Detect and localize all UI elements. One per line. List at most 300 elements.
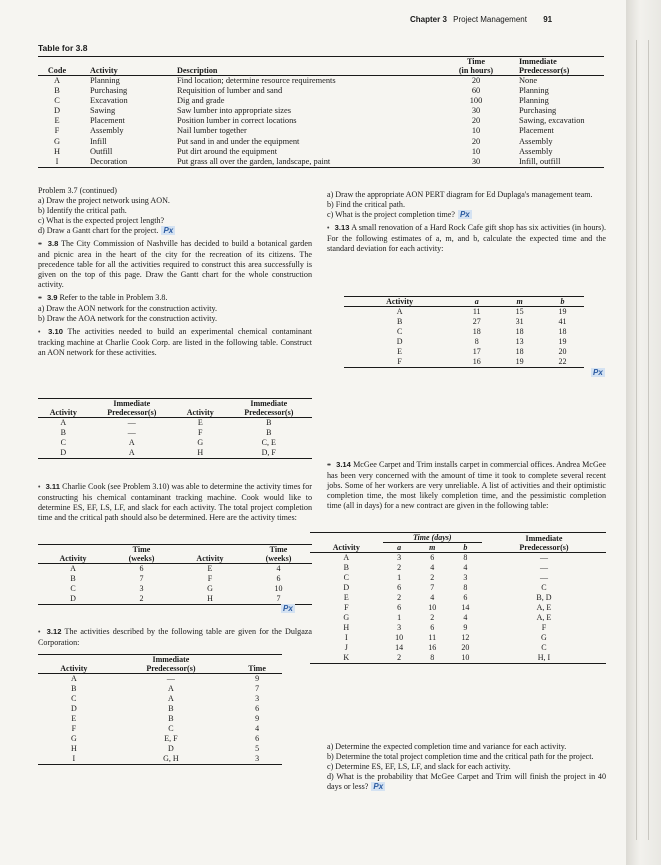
table-row xyxy=(310,653,606,664)
table-cell: 11 xyxy=(472,307,481,316)
r37-item-a: a) Draw the appropriate AON PERT diagram for Ed Duplaga's management team. xyxy=(327,190,593,199)
table-row xyxy=(38,448,312,459)
table-cell: 20 xyxy=(471,116,481,126)
table-cell: H, I xyxy=(482,653,606,664)
table-cell: None xyxy=(519,76,538,85)
table-cell: — xyxy=(127,418,136,427)
t314-h-b: b xyxy=(449,543,482,553)
table-cell: 10 xyxy=(395,633,404,642)
t310-h-pred2: Predecessor(s) xyxy=(226,408,312,418)
table-cell: A xyxy=(168,684,174,693)
table-cell: B xyxy=(60,428,66,437)
table-cell: 7 xyxy=(139,574,144,583)
table-cell: Assembly xyxy=(519,146,553,156)
table-row xyxy=(38,734,282,744)
table-cell: 6 xyxy=(397,603,402,612)
table-3-14 xyxy=(310,532,606,664)
table-cell: 41 xyxy=(558,317,567,326)
table-cell: 19 xyxy=(558,307,567,316)
table-cell: 10 xyxy=(449,653,482,664)
t310-h-pred: Predecessor(s) xyxy=(89,408,175,418)
table-cell: 19 xyxy=(498,357,541,368)
chapter-label: Chapter 3 xyxy=(410,15,447,24)
table-cell: — xyxy=(539,563,548,572)
col-activity-label: Activity xyxy=(76,66,161,76)
table-row xyxy=(344,347,584,357)
p314-item-a: a) Determine the expected completion time and variance for each activity. xyxy=(327,742,567,751)
table-row xyxy=(310,603,606,613)
table-cell: 9 xyxy=(255,674,260,683)
table-cell: E xyxy=(71,714,77,723)
table-cell: Put sand in and under the equipment xyxy=(177,136,300,146)
table-cell: C xyxy=(168,724,174,733)
table-row xyxy=(38,428,312,438)
table-cell: A xyxy=(89,448,175,459)
table-cell: 2 xyxy=(397,563,402,572)
table-cell: Placement xyxy=(90,116,125,126)
table-cell: D xyxy=(168,744,174,753)
table-row xyxy=(38,594,312,605)
p37-item-b: b) Identify the critical path. xyxy=(38,206,127,215)
table-cell: Nail lumber together xyxy=(177,126,247,136)
table-cell: 10 xyxy=(428,603,437,612)
table-cell: I xyxy=(38,754,110,765)
px-icon: Px xyxy=(283,604,293,613)
table-cell: C xyxy=(70,584,76,593)
table-cell: Sawing, excavation xyxy=(519,116,585,126)
table-cell: B xyxy=(70,574,76,583)
table-cell: 4 xyxy=(255,724,260,733)
table-row xyxy=(38,564,312,575)
table-cell: Infill, outfill xyxy=(519,157,604,168)
table-cell: A xyxy=(70,564,76,573)
table-cell: Planning xyxy=(519,96,549,106)
table-row xyxy=(38,754,282,765)
left-column xyxy=(38,186,312,358)
table-cell: 6 xyxy=(463,593,468,602)
table-3-12: Immediate Activity Predecessor(s) Time A — 9 B A 7 C A 3 D B 6 E B 9 F C 4 G E, F 6 H D 5 I G, H 3 xyxy=(38,654,282,765)
t313-h-a: a xyxy=(455,297,498,307)
table-row xyxy=(344,317,584,327)
t310-pred2-top: Immediate xyxy=(226,399,312,409)
table-row xyxy=(38,116,604,126)
t311-h-activity2: Activity xyxy=(175,554,245,564)
table-cell: A xyxy=(53,76,61,85)
table-cell: H xyxy=(70,744,77,753)
table-cell: 8 xyxy=(474,337,479,346)
problem-3-11-block xyxy=(38,482,312,523)
table-cell: F xyxy=(54,126,60,136)
table-cell: 16 xyxy=(455,357,498,368)
table-row xyxy=(38,438,312,448)
table-cell: 5 xyxy=(255,744,260,753)
table-cell: 14 xyxy=(395,643,404,652)
table-cell: C xyxy=(343,573,349,582)
t311-h-activity: Activity xyxy=(38,554,108,564)
t313-h-b: b xyxy=(541,297,584,307)
table-cell: F xyxy=(71,724,77,733)
table-cell: K xyxy=(310,653,383,664)
table-cell: — xyxy=(127,428,136,437)
col-pred-top: Immediate xyxy=(519,57,604,67)
table-cell: 9 xyxy=(463,623,468,632)
table-cell: 20 xyxy=(471,136,481,146)
problem-3-14-block xyxy=(327,460,606,511)
table-row xyxy=(310,613,606,623)
table-cell: 100 xyxy=(469,96,483,106)
p37-item-c: c) What is the expected project length? xyxy=(38,216,165,225)
table-cell: B xyxy=(168,714,174,723)
col-description-label: Description xyxy=(161,66,433,76)
table-cell: — xyxy=(539,573,548,582)
table-cell: B xyxy=(71,684,77,693)
table-cell: 6 xyxy=(397,583,402,592)
table-cell: C xyxy=(71,694,77,703)
table-cell: 10 xyxy=(471,126,481,136)
table-cell: I xyxy=(344,633,348,642)
table-row xyxy=(310,583,606,593)
table-row xyxy=(38,126,604,136)
px-icon: Px xyxy=(163,226,174,235)
table-cell: B, D xyxy=(536,593,552,602)
table-3-13 xyxy=(344,296,584,368)
table-row xyxy=(38,76,604,87)
table-cell: F xyxy=(344,357,455,368)
table-cell: 12 xyxy=(461,633,470,642)
table-cell: G xyxy=(207,584,213,593)
problem-3-13: • 3.13 A small renovation of a Hard Rock Cafe gift shop has six activities (in hours). For the following estimates of a, m, and b, calculate the expected time and the standard deviation for each activity: xyxy=(327,223,606,253)
table-cell: Decoration xyxy=(76,157,161,168)
table-row xyxy=(310,553,606,564)
col-time-top: Time xyxy=(433,57,519,67)
table-cell: Placement xyxy=(519,126,554,136)
table-cell: G, H xyxy=(110,754,232,765)
table-cell: Infill xyxy=(90,136,107,146)
p314-item-d: d) What is the probability that McGee Carpet and Trim will finish the project in 40 days or less? xyxy=(327,772,606,791)
problem-3-8: •• 3.8 The City Commission of Nashville has decided to build a botanical garden and picnic area in the heart of the city for the recreation of its citizens. The precedence table for all the activities required to construct this area successfully is given on the top of this page. Draw the Gantt chart for the whole construction activity. xyxy=(38,239,312,289)
table-cell: D, F xyxy=(226,448,312,459)
page-edge xyxy=(626,0,661,865)
table-cell: Find location; determine resource requirements xyxy=(177,76,336,85)
table-row xyxy=(38,96,604,106)
page-number: 91 xyxy=(543,15,553,24)
table-3-8 xyxy=(38,56,604,168)
table-cell: 3 xyxy=(397,623,402,632)
problem-3-11: • 3.11 Charlie Cook (see Problem 3.10) was able to determine the activity times for constructing his chemical contaminant tracking machine. Cook would like to determine ES, EF, LS, LF, and slack for each activity. The total project completion time and the critical path should also be determined. Here are the activity times: xyxy=(38,482,312,522)
table-row xyxy=(310,593,606,603)
table-cell: 31 xyxy=(515,317,524,326)
table-row xyxy=(38,574,312,584)
table-cell: 2 xyxy=(430,573,435,582)
table-cell: 16 xyxy=(428,643,437,652)
table-cell: 18 xyxy=(472,327,481,336)
table-row xyxy=(38,106,604,116)
table-cell: 6 xyxy=(255,734,260,743)
table-cell: A, E xyxy=(536,613,552,622)
table-row xyxy=(38,694,282,704)
table-cell: 30 xyxy=(471,106,481,116)
table-cell: 3 xyxy=(397,553,402,562)
table-cell: 10 xyxy=(471,146,481,156)
px-icon: Px xyxy=(593,368,603,377)
table-cell: 20 xyxy=(471,76,481,85)
table-cell: 15 xyxy=(515,307,524,316)
table-row xyxy=(310,563,606,573)
t314-h-pred: Predecessor(s) xyxy=(482,543,606,553)
table-row xyxy=(38,674,282,685)
table-cell: A xyxy=(128,438,135,447)
table-cell: A, E xyxy=(536,603,552,612)
t310-h-activity: Activity xyxy=(38,408,89,418)
table-cell: 19 xyxy=(558,337,567,346)
running-header xyxy=(410,15,552,24)
p37-item-d: d) Draw a Gantt chart for the project. xyxy=(38,226,159,235)
r37-item-b: b) Find the critical path. xyxy=(327,200,405,209)
t312-h-activity: Activity xyxy=(38,664,110,674)
table-cell: C xyxy=(541,583,547,592)
table-cell: A xyxy=(168,694,174,703)
problem-3-12: • 3.12 The activities described by the following table are given for the Dulgaza Corporation: xyxy=(38,627,312,647)
table-cell: G xyxy=(343,613,350,622)
table-cell: 4 xyxy=(430,563,435,572)
table-cell: 2 xyxy=(430,613,435,622)
table-cell: D xyxy=(53,106,61,116)
table-cell: D xyxy=(70,704,77,713)
table-cell: H xyxy=(343,623,350,632)
table-cell: B xyxy=(266,418,272,427)
table-cell: E xyxy=(397,347,403,356)
p314-item-c: c) Determine ES, EF, LS, LF, and slack for each activity. xyxy=(327,762,511,771)
table-cell: 27 xyxy=(472,317,481,326)
table-cell: A xyxy=(343,553,350,562)
table-row xyxy=(38,157,604,168)
t312-h-pred: Predecessor(s) xyxy=(110,664,232,674)
table-cell: 7 xyxy=(255,684,260,693)
table-cell: I xyxy=(38,157,76,168)
t312-h-time: Time xyxy=(232,664,282,674)
px-icon: Px xyxy=(373,782,384,791)
col-activity xyxy=(76,57,161,67)
table-cell: 1 xyxy=(397,573,402,582)
table-row xyxy=(38,744,282,754)
table-row xyxy=(38,714,282,724)
table-cell: E xyxy=(54,116,60,126)
table-row xyxy=(344,327,584,337)
table-cell: A xyxy=(396,307,403,316)
px-icon: Px xyxy=(459,210,470,219)
table-cell: 8 xyxy=(463,583,468,592)
table-cell: A xyxy=(60,418,67,427)
table-row xyxy=(310,633,606,643)
table-row xyxy=(38,418,312,429)
table-cell: E xyxy=(343,593,349,602)
table-cell: 6 xyxy=(430,553,435,562)
table-row xyxy=(344,307,584,318)
table-row xyxy=(38,86,604,96)
table-cell: 4 xyxy=(276,564,281,573)
table-row xyxy=(38,137,604,147)
table-3-11: Time Time Activity (weeks) Activity (weeks) A 6 E 4 B 7 F 6 C 3 G 10 D 2 H 7 xyxy=(38,544,312,605)
table-cell: Requisition of lumber and sand xyxy=(177,86,283,96)
col-code-label: Code xyxy=(38,66,76,76)
table-cell: H xyxy=(175,594,245,605)
t314-h-m: m xyxy=(416,543,449,553)
table-cell: Planning xyxy=(90,76,120,85)
table-cell: 20 xyxy=(558,347,567,356)
table-cell: H xyxy=(53,146,61,156)
table-cell: 10 xyxy=(274,584,283,593)
table-cell: 6 xyxy=(276,574,281,583)
table-cell: C xyxy=(60,438,66,447)
table-cell: C xyxy=(396,327,403,336)
table-cell: 30 xyxy=(433,157,519,168)
table-cell: C xyxy=(541,643,547,652)
table-cell: G xyxy=(541,633,547,642)
t314-h-activity: Activity xyxy=(310,543,383,553)
table-cell: Purchasing xyxy=(519,106,557,116)
table-cell: Excavation xyxy=(90,96,128,106)
problem-3-9: •• 3.9 Refer to the table in Problem 3.8. xyxy=(38,293,168,302)
table-row xyxy=(310,573,606,583)
table-cell: H xyxy=(175,448,226,459)
table-cell: B xyxy=(266,428,272,437)
table-cell: Assembly xyxy=(90,126,124,136)
t314-h-a: a xyxy=(383,543,416,553)
table-cell: 9 xyxy=(255,714,260,723)
table-cell: Saw lumber into appropriate sizes xyxy=(177,106,291,116)
table-cell: B xyxy=(54,86,60,96)
col-time-label: (in hours) xyxy=(433,66,519,76)
table-cell: 13 xyxy=(515,337,524,346)
table-cell: 2 xyxy=(383,653,416,664)
table-cell: Dig and grade xyxy=(177,96,225,106)
table-cell: F xyxy=(541,623,547,632)
col-description xyxy=(161,57,433,67)
problem-3-14-questions xyxy=(327,742,606,792)
table-cell: 7 xyxy=(430,583,435,592)
table-row xyxy=(38,724,282,734)
t314-pred-top: Immediate xyxy=(482,533,606,543)
table-cell: 4 xyxy=(463,563,468,572)
table-cell: D xyxy=(343,583,350,592)
table-row xyxy=(344,357,584,368)
table-cell: 2 xyxy=(108,594,175,605)
t310-h-activity2: Activity xyxy=(175,408,226,418)
table-cell: 7 xyxy=(245,594,312,605)
table-cell: 3 xyxy=(139,584,144,593)
table-row xyxy=(38,704,282,714)
table-cell: D xyxy=(38,594,108,605)
table-cell: 11 xyxy=(428,633,437,642)
p39-item-b: b) Draw the AOA network for the construction activity. xyxy=(38,314,218,323)
r37-item-c: c) What is the project completion time? xyxy=(327,210,455,219)
table-cell: J xyxy=(344,643,348,652)
table-cell: G xyxy=(197,438,204,447)
table-cell: 3 xyxy=(255,694,260,703)
table-cell: G xyxy=(70,734,77,743)
table-cell: 6 xyxy=(430,623,435,632)
p314-item-b: b) Determine the total project completion time and the critical path for the project. xyxy=(327,752,594,761)
t310-pred1-top: Immediate xyxy=(89,399,175,409)
table-cell: 3 xyxy=(232,754,282,765)
table-cell: 6 xyxy=(139,564,144,573)
table-cell: G xyxy=(53,136,61,146)
problem-3-7-continued: Problem 3.7 (continued) xyxy=(38,186,117,195)
table-cell: 18 xyxy=(515,327,524,336)
table-cell: E, F xyxy=(164,734,178,743)
table-cell: 14 xyxy=(461,603,470,612)
table-cell: B xyxy=(168,704,174,713)
col-pred-label: Predecessor(s) xyxy=(519,66,604,76)
table-cell: Purchasing xyxy=(90,86,128,96)
table-cell: Outfill xyxy=(90,146,113,156)
table-cell: Assembly xyxy=(519,136,553,146)
table-cell: Sawing xyxy=(90,106,116,116)
table-cell: E xyxy=(197,418,203,427)
table-cell: Planning xyxy=(519,86,549,96)
table-cell: 18 xyxy=(515,347,524,356)
table-cell: — xyxy=(166,674,175,683)
table-cell: C xyxy=(54,96,60,106)
table-cell: Put dirt around the equipment xyxy=(177,146,278,156)
table-cell: B xyxy=(396,317,403,326)
p37-item-a: a) Draw the project network using AON. xyxy=(38,196,170,205)
problem-3-10: • 3.10 The activities needed to build an experimental chemical contaminant tracking machine at Charlie Cook Corp. are listed in the following table. Construct an AON network for these activities. xyxy=(38,327,312,357)
table-cell: F xyxy=(344,603,349,612)
table-cell: D xyxy=(396,337,403,346)
t313-h-m: m xyxy=(498,297,541,307)
table-cell: D xyxy=(38,448,89,459)
table-cell: 4 xyxy=(463,613,468,622)
t313-h-activity: Activity xyxy=(344,297,455,307)
table-cell: 2 xyxy=(397,593,402,602)
problem-3-12-block xyxy=(38,627,312,648)
table-row xyxy=(38,147,604,157)
table-cell: 8 xyxy=(463,553,468,562)
t311-h-time2: (weeks) xyxy=(245,554,312,564)
col-code xyxy=(38,57,76,67)
table-cell: — xyxy=(539,553,548,562)
table-row xyxy=(38,584,312,594)
table-row xyxy=(310,623,606,633)
t314-group-header: Time (days) xyxy=(383,533,482,543)
table-cell: 17 xyxy=(472,347,481,356)
right-column xyxy=(327,190,606,254)
table-3-8-title: Table for 3.8 xyxy=(38,43,88,53)
table-3-10 xyxy=(38,398,312,459)
t311-h-time: (weeks) xyxy=(108,554,175,564)
table-cell: 4 xyxy=(430,593,435,602)
table-cell: Position lumber in correct locations xyxy=(177,116,297,126)
table-row xyxy=(310,643,606,653)
table-cell: 3 xyxy=(463,573,468,582)
table-row xyxy=(344,337,584,347)
table-cell: 60 xyxy=(471,86,481,96)
table-cell: A xyxy=(70,674,77,683)
table-cell: 18 xyxy=(558,327,567,336)
table-cell: Put grass all over the garden, landscape, paint xyxy=(161,157,433,168)
table-row xyxy=(38,684,282,694)
section-label: Project Management xyxy=(453,15,527,24)
table-cell: 20 xyxy=(461,643,470,652)
table-cell: C, E xyxy=(261,438,276,447)
table-cell: 22 xyxy=(541,357,584,368)
table-cell: 8 xyxy=(416,653,449,664)
table-cell: E xyxy=(207,564,213,573)
table-cell: B xyxy=(343,563,349,572)
problem-3-14: •• 3.14 McGee Carpet and Trim installs carpet in commercial offices. Andrea McGee has been very concerned with the amount of time it took to complete several recent jobs. Some of her workers are very unreliable. A list of activities and their optimistic completion time, the most likely completion time, and the pessimistic completion time (all in days) for a new contract are given in the following table: xyxy=(327,460,606,510)
p39-item-a: a) Draw the AON network for the construction activity. xyxy=(38,304,218,313)
